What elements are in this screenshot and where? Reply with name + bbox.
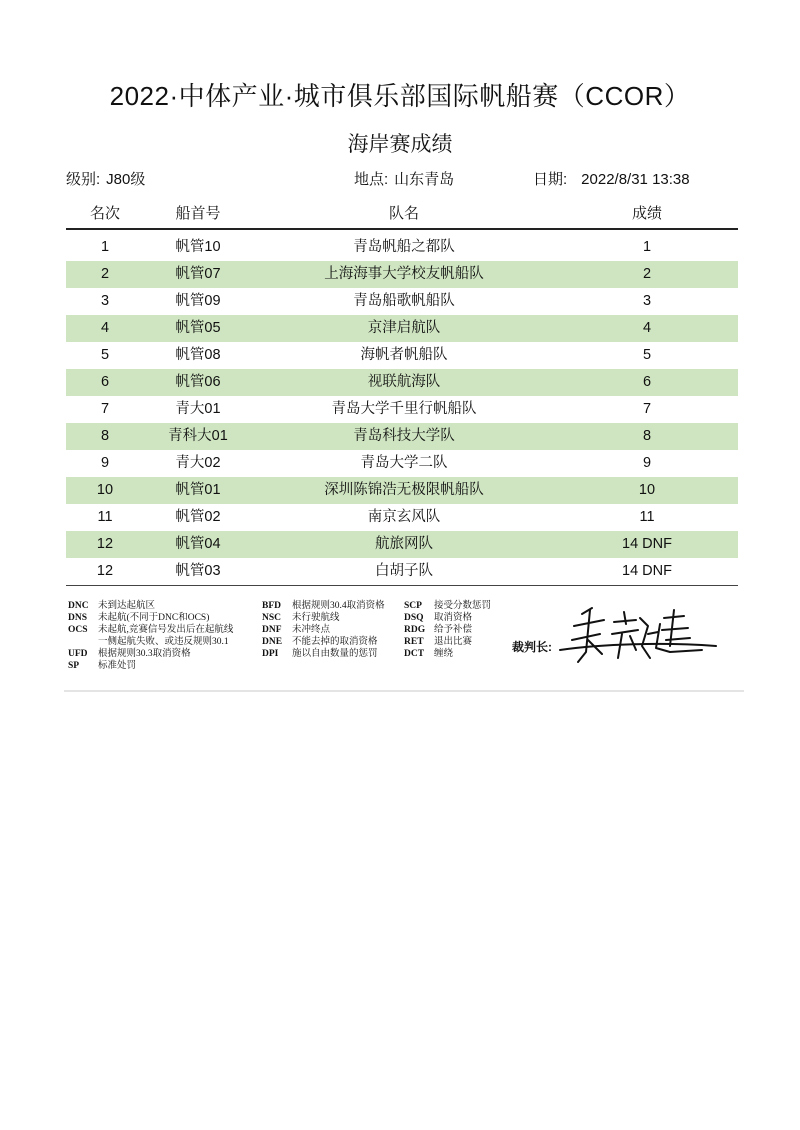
table-body xyxy=(66,234,738,586)
footer-divider xyxy=(64,690,744,692)
level-value: J80级 xyxy=(106,171,146,188)
table-row xyxy=(66,423,738,450)
legend-desc: 不能去掉的取消资格 xyxy=(292,637,378,647)
legend-item xyxy=(68,648,258,660)
cell-rank: 5 xyxy=(100,347,110,363)
referee-label: 裁判长: xyxy=(512,640,552,654)
legend-code: DCT xyxy=(404,649,425,659)
cell-score: 11 xyxy=(639,509,655,525)
cell-rank: 3 xyxy=(100,293,110,309)
cell-boat: 帆管08 xyxy=(175,347,221,363)
legend-code: SCP xyxy=(404,601,422,611)
legend-item xyxy=(404,636,514,648)
cell-boat: 帆管06 xyxy=(175,374,221,390)
legend-desc: 根据规则30.4取消资格 xyxy=(292,601,385,611)
legend-code: BFD xyxy=(262,601,281,611)
cell-score: 4 xyxy=(642,320,652,336)
legend-code: RDG xyxy=(404,625,426,635)
cell-score: 3 xyxy=(642,293,652,309)
legend-desc: 给予补偿 xyxy=(434,625,473,635)
legend-code: DNC xyxy=(68,601,89,611)
legend-desc: 施以自由数量的惩罚 xyxy=(292,649,378,659)
table-row xyxy=(66,234,738,261)
document-subtitle: 海岸赛成绩 xyxy=(347,133,453,156)
legend-item xyxy=(262,648,402,660)
cell-rank: 4 xyxy=(100,320,110,336)
place-label: 地点: xyxy=(354,171,389,188)
legend-desc: 未冲终点 xyxy=(292,625,331,635)
column-header-score: 成绩 xyxy=(631,205,662,222)
meta-level xyxy=(66,168,145,189)
legend-desc: 未到达起航区 xyxy=(98,601,156,611)
cell-score: 1 xyxy=(642,239,652,255)
cell-score: 2 xyxy=(642,266,652,282)
cell-score: 14 DNF xyxy=(622,563,672,579)
date-label: 日期: xyxy=(533,171,568,188)
cell-team: 青岛科技大学队 xyxy=(353,428,455,444)
table-header xyxy=(66,200,738,230)
cell-boat: 青大01 xyxy=(175,401,221,417)
cell-boat: 帆管10 xyxy=(175,239,221,255)
legend-code: DSQ xyxy=(404,613,424,623)
cell-rank: 11 xyxy=(97,509,113,525)
table-row xyxy=(66,369,738,396)
table-row xyxy=(66,531,738,558)
legend-code: UFD xyxy=(68,649,88,659)
cell-rank: 2 xyxy=(100,266,110,282)
cell-rank: 1 xyxy=(100,239,110,255)
legend-column-2 xyxy=(262,600,402,660)
legend-code: DNF xyxy=(262,625,282,635)
legend-desc: 缠绕 xyxy=(434,649,454,659)
legend-desc: 未行驶航线 xyxy=(292,613,340,623)
cell-team: 深圳陈锦浩无极限帆船队 xyxy=(324,482,484,498)
cell-boat: 帆管02 xyxy=(175,509,221,525)
cell-boat: 青大02 xyxy=(175,455,221,471)
legend-desc: 取消资格 xyxy=(434,613,473,623)
cell-score: 9 xyxy=(642,455,652,471)
legend-item xyxy=(404,600,514,612)
cell-team: 京津启航队 xyxy=(367,320,441,336)
legend-code: DPI xyxy=(262,649,279,659)
column-header-rank: 名次 xyxy=(89,205,120,222)
cell-score: 8 xyxy=(642,428,652,444)
cell-boat: 青科大01 xyxy=(168,428,228,444)
legend-code: NSC xyxy=(262,613,282,623)
cell-team: 海帆者帆船队 xyxy=(360,347,448,363)
cell-boat: 帆管04 xyxy=(175,536,221,552)
legend-code: OCS xyxy=(68,625,88,635)
legend-item xyxy=(404,624,514,636)
legend-item xyxy=(262,636,402,648)
legend-desc: 未起航,竞赛信号发出后在起航线 一侧起航失败、或违反规则30.1 xyxy=(98,625,234,647)
cell-rank: 8 xyxy=(100,428,110,444)
cell-rank: 12 xyxy=(96,563,114,579)
table-row xyxy=(66,450,738,477)
table-row xyxy=(66,558,738,585)
legend-item xyxy=(68,624,258,648)
cell-rank: 7 xyxy=(100,401,110,417)
results-table xyxy=(66,200,738,586)
cell-boat: 帆管03 xyxy=(175,563,221,579)
meta-place xyxy=(354,168,454,189)
cell-score: 7 xyxy=(642,401,652,417)
cell-score: 10 xyxy=(638,482,656,498)
cell-boat: 帆管07 xyxy=(175,266,221,282)
cell-team: 青岛帆船之都队 xyxy=(353,239,455,255)
column-header-team: 队名 xyxy=(388,205,419,222)
table-row xyxy=(66,315,738,342)
cell-boat: 帆管09 xyxy=(175,293,221,309)
legend-code: SP xyxy=(68,661,80,671)
cell-team: 青岛船歌帆船队 xyxy=(353,293,455,309)
table-row xyxy=(66,477,738,504)
table-row xyxy=(66,288,738,315)
legend-code: DNE xyxy=(262,637,283,647)
legend-desc: 根据规则30.3取消资格 xyxy=(98,649,191,659)
legend-desc: 标准处罚 xyxy=(98,661,137,671)
legend-code: DNS xyxy=(68,613,88,623)
cell-rank: 12 xyxy=(96,536,114,552)
legend-column-1 xyxy=(68,600,258,672)
referee-signature xyxy=(552,600,722,670)
meta-date xyxy=(533,168,690,189)
legend-item xyxy=(262,624,402,636)
legend-desc: 退出比赛 xyxy=(434,637,473,647)
legend-code: RET xyxy=(404,637,424,647)
legend-desc: 未起航(不同于DNC和OCS) xyxy=(98,613,210,623)
cell-team: 航旅网队 xyxy=(375,536,433,552)
cell-team: 青岛大学二队 xyxy=(360,455,448,471)
cell-team: 南京玄风队 xyxy=(367,509,441,525)
legend-item xyxy=(68,612,258,624)
cell-rank: 10 xyxy=(96,482,114,498)
legend-item xyxy=(262,600,402,612)
legend-item xyxy=(262,612,402,624)
cell-rank: 9 xyxy=(100,455,110,471)
column-header-boat: 船首号 xyxy=(175,205,221,222)
cell-team: 青岛大学千里行帆船队 xyxy=(331,401,477,417)
cell-score: 14 DNF xyxy=(622,536,672,552)
table-row xyxy=(66,396,738,423)
table-row xyxy=(66,342,738,369)
cell-rank: 6 xyxy=(100,374,110,390)
legend-desc: 接受分数惩罚 xyxy=(434,601,492,611)
table-row xyxy=(66,504,738,531)
table-row xyxy=(66,261,738,288)
legend-item xyxy=(68,600,258,612)
cell-team: 白胡子队 xyxy=(375,563,433,579)
place-value: 山东青岛 xyxy=(394,171,455,188)
cell-team: 上海海事大学校友帆船队 xyxy=(324,266,484,282)
cell-score: 5 xyxy=(642,347,652,363)
cell-score: 6 xyxy=(642,374,652,390)
legend-item xyxy=(404,612,514,624)
document-title: 2022·中体产业·城市俱乐部国际帆船赛（CCOR） xyxy=(109,81,691,111)
legend-column-3 xyxy=(404,600,514,660)
cell-boat: 帆管01 xyxy=(175,482,221,498)
date-value: 2022/8/31 13:38 xyxy=(581,171,690,188)
level-label: 级别: xyxy=(66,171,101,188)
cell-team: 视联航海队 xyxy=(367,374,441,390)
legend-item xyxy=(404,648,514,660)
cell-boat: 帆管05 xyxy=(175,320,221,336)
legend-item xyxy=(68,660,258,672)
